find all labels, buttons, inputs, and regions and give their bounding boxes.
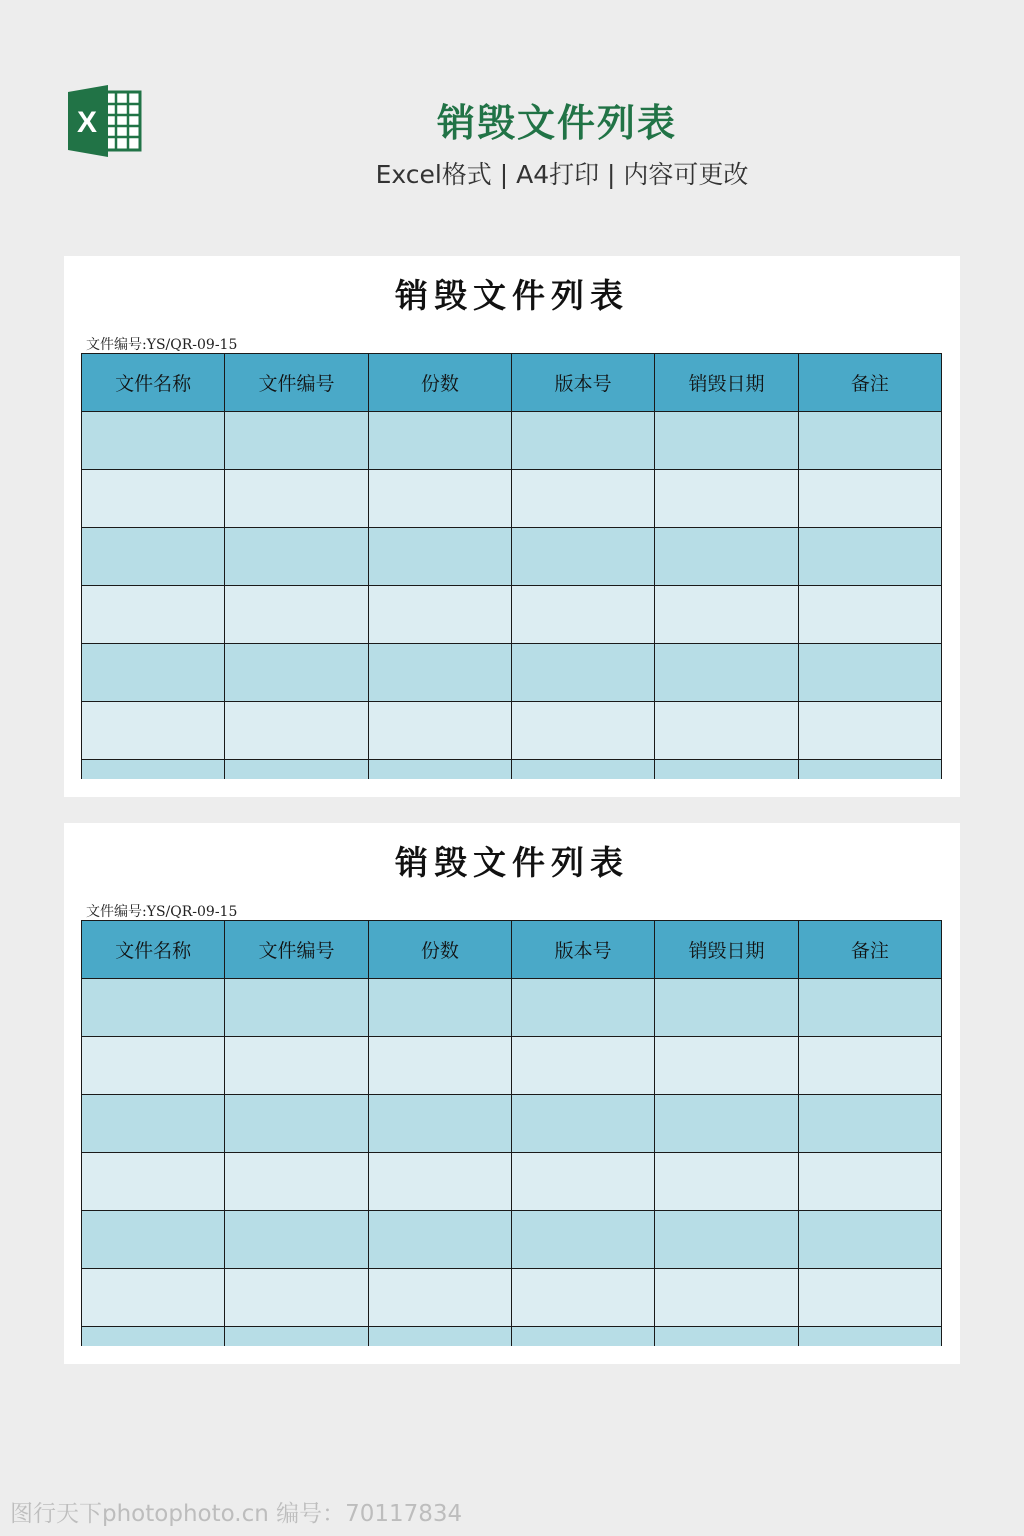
sheet-title: 销毁文件列表 [395,276,629,315]
table-cell[interactable] [225,979,368,1037]
table-cell[interactable] [225,470,368,528]
table-row [82,470,942,528]
table-cell[interactable] [368,1037,511,1095]
table-cell[interactable] [368,1327,511,1347]
table-cell[interactable] [225,586,368,644]
table-cell[interactable] [511,1327,654,1347]
table-row [82,412,942,470]
table-cell[interactable] [82,1153,225,1211]
table-cell[interactable] [798,1211,941,1269]
table-cell[interactable] [368,760,511,780]
table-cell[interactable] [511,1095,654,1153]
table-cell[interactable] [368,1211,511,1269]
table-cell[interactable] [511,1037,654,1095]
table-cell[interactable] [798,1095,941,1153]
table-row [82,644,942,702]
table-cell[interactable] [368,644,511,702]
destruction-table [81,353,942,779]
table-cell[interactable] [225,644,368,702]
table-cell[interactable] [368,412,511,470]
column-header: 文件名称 [82,354,225,412]
table-cell[interactable] [368,528,511,586]
table-row [82,702,942,760]
sheet-preview-2 [64,823,960,1364]
sheet-title: 销毁文件列表 [395,843,629,882]
table-row [82,1037,942,1095]
table-cell[interactable] [368,1095,511,1153]
table-cell[interactable] [655,702,798,760]
table-cell[interactable] [368,702,511,760]
table-cell[interactable] [655,1327,798,1347]
table-cell[interactable] [511,979,654,1037]
table-header-row [82,354,942,412]
table-cell[interactable] [511,644,654,702]
table-cell[interactable] [798,1269,941,1327]
table-cell[interactable] [225,760,368,780]
column-header: 文件名称 [82,921,225,979]
table-row [82,1153,942,1211]
table-cell[interactable] [655,470,798,528]
table-cell[interactable] [368,586,511,644]
table-cell[interactable] [225,702,368,760]
table-cell[interactable] [368,979,511,1037]
table-cell[interactable] [798,412,941,470]
table-cell[interactable] [225,1153,368,1211]
table-row [82,528,942,586]
column-header: 文件编号 [225,354,368,412]
document-number: 文件编号:YS/QR-09-15 [86,904,238,920]
table-cell[interactable] [655,412,798,470]
table-cell[interactable] [368,1153,511,1211]
table-cell[interactable] [368,1269,511,1327]
table-cell[interactable] [225,1037,368,1095]
table-cell[interactable] [798,644,941,702]
column-header: 备注 [798,354,941,412]
table-row [82,1269,942,1327]
table-cell[interactable] [82,1095,225,1153]
table-cell[interactable] [798,979,941,1037]
excel-logo-letter: X [76,106,98,139]
column-header: 销毁日期 [655,354,798,412]
table-cell[interactable] [798,1327,941,1347]
watermark: 图行天下photophoto.cn 编号：70117834 [10,1501,463,1527]
table-row [82,1095,942,1153]
table-cell[interactable] [82,1269,225,1327]
table-cell[interactable] [798,528,941,586]
table-cell[interactable] [82,702,225,760]
column-header: 版本号 [511,354,654,412]
table-cell[interactable] [225,528,368,586]
table-cell[interactable] [511,1269,654,1327]
table-cell[interactable] [225,412,368,470]
table-cell[interactable] [655,1037,798,1095]
table-cell[interactable] [511,586,654,644]
table-cell[interactable] [225,1269,368,1327]
table-cell[interactable] [511,470,654,528]
table-row [82,586,942,644]
table-row [82,760,942,780]
table-cell[interactable] [511,412,654,470]
destruction-table [81,920,942,1346]
table-cell[interactable] [82,1211,225,1269]
table-row [82,1327,942,1347]
table-cell[interactable] [655,1153,798,1211]
column-header: 份数 [368,354,511,412]
table-cell[interactable] [511,760,654,780]
table-cell[interactable] [798,1153,941,1211]
table-cell[interactable] [655,979,798,1037]
table-cell[interactable] [225,1095,368,1153]
table-container [81,920,943,1346]
table-header-row [82,921,942,979]
table-cell[interactable] [655,1211,798,1269]
table-cell[interactable] [511,528,654,586]
table-cell[interactable] [225,1211,368,1269]
table-cell[interactable] [82,528,225,586]
table-cell[interactable] [511,702,654,760]
table-cell[interactable] [82,412,225,470]
table-cell[interactable] [655,586,798,644]
table-cell[interactable] [798,760,941,780]
column-header: 份数 [368,921,511,979]
table-cell[interactable] [511,1211,654,1269]
table-cell[interactable] [368,470,511,528]
table-cell[interactable] [511,1153,654,1211]
column-header: 版本号 [511,921,654,979]
table-row [82,1211,942,1269]
table-cell[interactable] [798,702,941,760]
table-cell[interactable] [82,760,225,780]
column-header: 销毁日期 [655,921,798,979]
table-cell[interactable] [225,1327,368,1347]
table-cell[interactable] [82,586,225,644]
table-cell[interactable] [82,1327,225,1347]
table-cell[interactable] [798,1037,941,1095]
document-number: 文件编号:YS/QR-09-15 [86,337,238,353]
table-cell[interactable] [82,470,225,528]
table-cell[interactable] [82,979,225,1037]
table-cell[interactable] [655,644,798,702]
table-cell[interactable] [82,1037,225,1095]
page-title: 销毁文件列表 [436,101,677,145]
table-container [81,353,943,779]
sheet-preview-1 [64,256,960,797]
table-row [82,979,942,1037]
table-cell[interactable] [82,644,225,702]
column-header: 备注 [798,921,941,979]
table-cell[interactable] [655,528,798,586]
table-cell[interactable] [655,1269,798,1327]
table-cell[interactable] [798,470,941,528]
table-cell[interactable] [798,586,941,644]
page-subtitle: Excel格式 | A4打印 | 内容可更改 [375,160,749,189]
column-header: 文件编号 [225,921,368,979]
table-cell[interactable] [655,760,798,780]
table-cell[interactable] [655,1095,798,1153]
